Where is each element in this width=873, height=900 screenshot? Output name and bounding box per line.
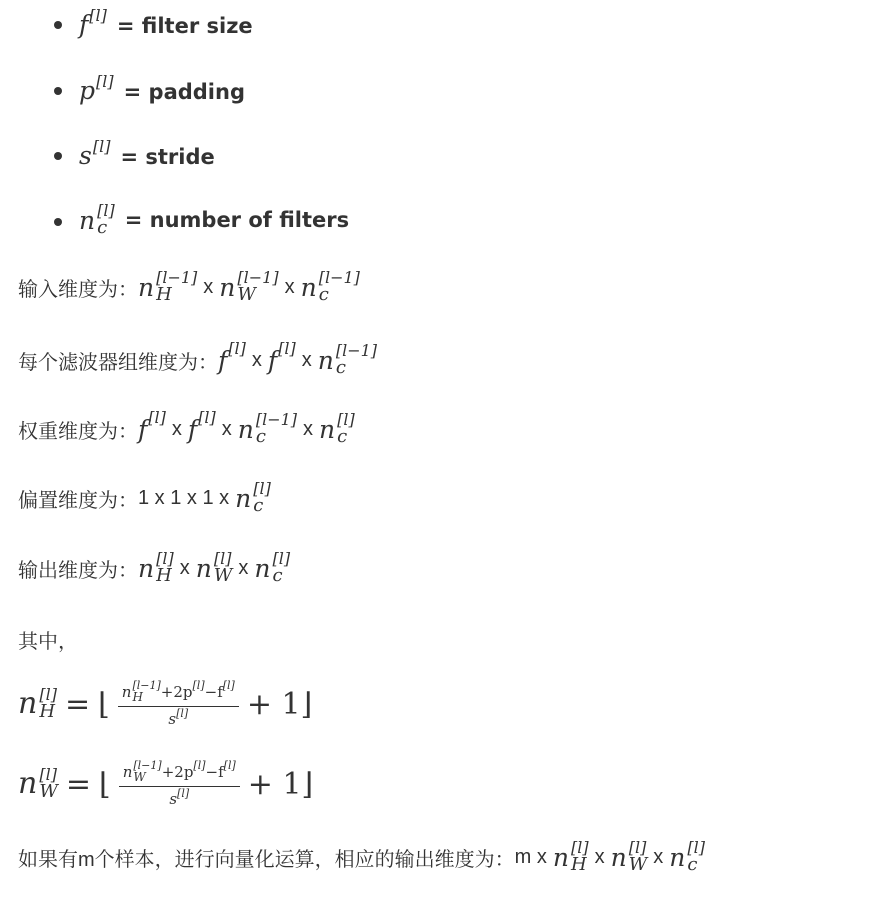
formula-lhs-symbol: n <box>18 686 38 721</box>
math-symbol: n <box>235 483 252 513</box>
floor-close: ⌋ <box>300 686 313 722</box>
math-subscript: W <box>39 781 58 802</box>
math-subsup <box>156 551 174 585</box>
math-symbol: n <box>610 842 627 872</box>
math-symbol: f <box>267 345 278 375</box>
equals-sign: = <box>64 686 91 722</box>
math-subsup <box>132 680 160 703</box>
math-subsup <box>97 203 115 237</box>
math-subsup <box>39 687 57 721</box>
times-sign: x <box>238 556 249 579</box>
math-subscript: c <box>97 217 108 238</box>
math-symbol: f <box>138 414 148 444</box>
formula-width <box>18 760 313 808</box>
math-superscript: [l−1] <box>255 410 298 429</box>
math-symbol: n <box>121 682 132 701</box>
times-sign: x <box>251 348 262 371</box>
math-superscript: [l−1] <box>335 341 378 360</box>
math-symbol: n <box>319 414 336 444</box>
math-symbol: n <box>79 205 96 235</box>
bias-prefix: 1 x 1 x 1 x <box>138 486 230 509</box>
math-superscript: [l−1] <box>318 268 360 287</box>
math-superscript: [l−1] <box>132 679 161 692</box>
math-subscript: H <box>571 854 587 875</box>
math-superscript: [l] <box>228 338 246 358</box>
math-superscript: [l] <box>193 759 206 772</box>
line-label: 如果有m个样本，进行向量化运算，相应的输出维度为： <box>18 848 515 871</box>
numerator-term: −f <box>204 682 223 701</box>
math-symbol: n <box>138 553 155 583</box>
math-subsup <box>214 551 233 585</box>
math-subsup <box>39 767 58 801</box>
fraction-denominator <box>168 707 188 728</box>
math-subscript: W <box>213 565 233 586</box>
bullet-dot <box>54 21 62 29</box>
math-superscript: [l−1] <box>133 759 162 772</box>
filter-group-dimension-line <box>18 338 378 378</box>
math-superscript: [l−1] <box>156 268 198 287</box>
math-symbol: f <box>218 345 228 375</box>
math-subsup <box>571 840 589 874</box>
math-superscript: [l] <box>253 479 271 498</box>
equals-sign: = <box>65 766 91 802</box>
bullet-dot <box>54 87 62 95</box>
math-symbol: n <box>138 272 155 302</box>
math-subsup <box>319 270 360 304</box>
math-subsup <box>253 481 271 515</box>
math-superscript: [l] <box>176 706 189 720</box>
output-dimension-line <box>18 551 290 585</box>
math-superscript: [l] <box>177 786 190 800</box>
math-subscript: H <box>39 701 56 722</box>
math-superscript: [l] <box>156 549 174 568</box>
math-symbol: n <box>317 345 334 375</box>
times-sign: x <box>171 417 182 440</box>
bias-dimension-line <box>18 481 271 515</box>
bullet-padding <box>54 72 245 105</box>
math-superscript: [l] <box>337 410 355 429</box>
fraction <box>119 760 240 808</box>
bullet-stride <box>54 137 215 170</box>
math-superscript: [l] <box>96 72 114 91</box>
bullet-filter-size <box>54 6 253 39</box>
math-superscript: [l] <box>687 838 705 857</box>
weights-dimension-line <box>18 407 355 447</box>
floor-close: ⌋ <box>301 766 314 802</box>
floor-open: ⌊ <box>98 766 111 802</box>
math-superscript: [l] <box>148 407 166 427</box>
math-symbol: s <box>79 141 92 170</box>
math-subsup <box>336 343 377 377</box>
fraction <box>118 680 239 728</box>
line-label: 偏置维度为： <box>18 489 138 512</box>
math-subscript: c <box>255 426 266 447</box>
numerator-term: +2p <box>161 762 194 781</box>
math-superscript: [l] <box>628 838 647 857</box>
vectorized-prefix: m x <box>514 845 547 868</box>
bullet-dot <box>54 218 62 226</box>
plus-one: + 1 <box>246 686 301 722</box>
math-symbol: f <box>79 10 89 39</box>
math-symbol: n <box>552 842 569 872</box>
floor-open: ⌊ <box>98 686 110 722</box>
math-symbol: n <box>195 553 212 583</box>
math-superscript: [l] <box>571 838 589 857</box>
math-subsup <box>687 840 705 874</box>
math-subsup <box>629 840 648 874</box>
math-symbol: s <box>168 710 177 728</box>
math-subscript: c <box>318 284 329 305</box>
math-superscript: [l] <box>223 759 236 772</box>
formula-height <box>18 680 312 728</box>
where-label: 其中， <box>18 631 78 653</box>
line-label: 输入维度为： <box>18 278 138 301</box>
math-subscript: c <box>253 495 264 516</box>
math-subsup <box>272 551 290 585</box>
math-superscript: [l] <box>97 201 115 220</box>
times-sign: x <box>653 845 664 868</box>
math-superscript: [l] <box>89 6 107 25</box>
formula-lhs-symbol: n <box>18 766 38 801</box>
times-sign: x <box>301 348 312 371</box>
vectorized-dimension-line <box>18 840 705 874</box>
math-subscript: c <box>337 426 348 447</box>
bullet-label: = padding <box>123 80 245 104</box>
math-superscript: [l] <box>39 765 57 784</box>
where-line <box>18 625 78 654</box>
times-sign: x <box>594 845 605 868</box>
numerator-term: +2p <box>160 682 193 701</box>
bullet-label: = filter size <box>116 14 253 38</box>
math-subscript: H <box>156 565 172 586</box>
math-symbol: n <box>254 553 271 583</box>
line-label: 权重维度为： <box>18 420 138 443</box>
math-subscript: c <box>272 565 283 586</box>
math-superscript: [l] <box>213 549 232 568</box>
times-sign: x <box>284 275 295 298</box>
times-sign: x <box>179 556 190 579</box>
math-superscript: [l] <box>192 679 205 692</box>
math-subscript: W <box>628 854 648 875</box>
math-symbol: n <box>300 272 317 302</box>
times-sign: x <box>303 417 314 440</box>
times-sign: x <box>203 275 214 298</box>
math-symbol: p <box>79 76 96 105</box>
math-symbol: f <box>187 414 198 444</box>
bullet-label: = number of filters <box>124 208 350 232</box>
math-symbol: s <box>169 790 178 808</box>
math-symbol: n <box>122 762 133 781</box>
times-sign: x <box>221 417 232 440</box>
bullet-label: = stride <box>120 145 215 169</box>
bullet-number-of-filters <box>54 203 349 237</box>
math-subscript: W <box>237 284 256 305</box>
math-symbol: n <box>669 842 686 872</box>
bullet-dot <box>54 152 62 160</box>
math-subscript: c <box>335 357 346 378</box>
math-superscript: [l] <box>222 679 235 692</box>
math-superscript: [l] <box>278 338 296 358</box>
fraction-numerator <box>119 760 240 787</box>
math-symbol: n <box>237 414 254 444</box>
math-superscript: [l] <box>39 685 57 704</box>
math-subscript: H <box>156 284 172 305</box>
math-subscript: H <box>132 690 143 704</box>
math-superscript: [l] <box>272 549 291 568</box>
math-subsup <box>156 270 197 304</box>
fraction-denominator <box>169 787 189 808</box>
line-label: 每个滤波器组维度为： <box>18 351 218 374</box>
math-subsup <box>337 412 355 446</box>
math-superscript: [l] <box>92 137 111 156</box>
input-dimension-line <box>18 270 360 304</box>
math-subsup <box>237 270 278 304</box>
math-subscript: c <box>687 854 698 875</box>
numerator-term: −f <box>205 762 224 781</box>
math-superscript: [l−1] <box>237 268 279 287</box>
math-superscript: [l] <box>198 407 216 427</box>
line-label: 输出维度为： <box>18 559 138 582</box>
math-symbol: n <box>219 272 236 302</box>
math-subsup <box>133 760 161 783</box>
math-subscript: W <box>133 770 146 784</box>
math-subsup <box>256 412 297 446</box>
plus-one: + 1 <box>247 766 302 802</box>
fraction-numerator <box>118 680 239 707</box>
